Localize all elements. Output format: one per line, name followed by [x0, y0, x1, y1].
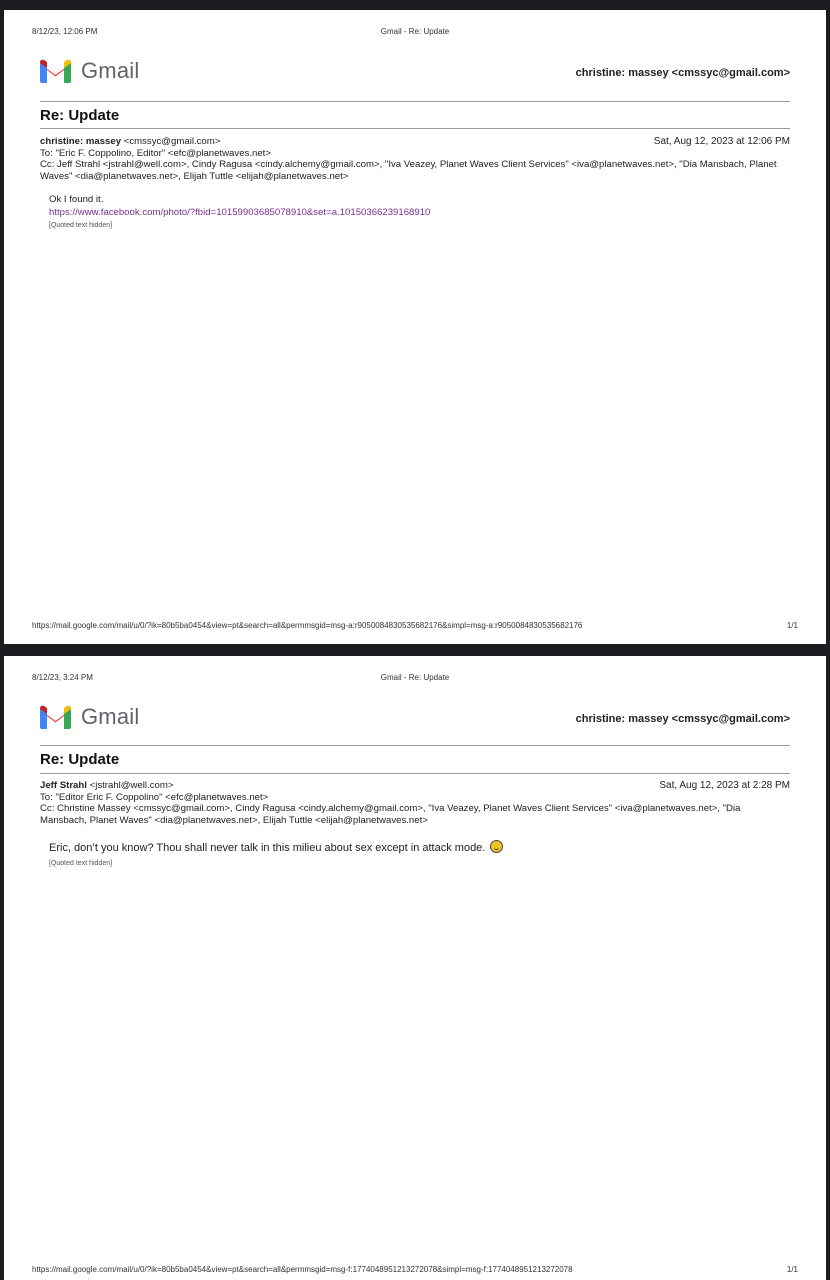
email-subject: Re: Update — [40, 751, 120, 768]
gmail-logo — [40, 704, 139, 730]
message-body — [40, 194, 790, 232]
gmail-m-icon — [40, 59, 71, 83]
gmail-m-icon — [40, 705, 71, 729]
footer-url: https://mail.google.com/mail/u/0/?ik=80b5ba0454&view=pt&search=all&permmsgid=msg-f:1774048951213272078&simpl=msg-f:1774048951213272078 — [32, 1265, 573, 1274]
divider — [40, 773, 790, 774]
from-row — [40, 136, 790, 148]
message-body — [40, 840, 790, 869]
to-line: To: "Editor Eric F. Coppolino" <efc@planetwaves.net> — [40, 791, 269, 803]
sent-date: Sat, Aug 12, 2023 at 12:06 PM — [653, 136, 790, 147]
sender — [40, 780, 173, 792]
page-number: 1/1 — [786, 1265, 798, 1274]
divider — [40, 101, 790, 102]
gmail-logo — [40, 58, 139, 84]
page-number: 1/1 — [786, 621, 798, 630]
sent-date: Sat, Aug 12, 2023 at 2:28 PM — [659, 780, 790, 791]
account-name: christine: massey <cmssyc@gmail.com> — [575, 67, 790, 79]
body-text: Ok I found it. — [49, 194, 104, 205]
to-line: To: "Eric F. Coppolino, Editor" <efc@planetwaves.net> — [40, 147, 271, 159]
cc-line: Cc: Christine Massey <cmssyc@gmail.com>, Cindy Ragusa <cindy.alchemy@gmail.com>, "Iva Veazey, Planet Waves Client Services" <iva@planetwaves.net>, "Dia Mansbach, Planet Waves" <dia@planetwaves.net>, Elijah Tuttle <elijah@planetwaves.net> — [40, 803, 741, 826]
body-text-content: Eric, don’t you know? Thou shall never talk in this milieu about sex except in attack mode. — [49, 842, 486, 854]
sender-name: Jeff Strahl — [40, 780, 87, 791]
laughing-emoji-icon — [490, 840, 503, 853]
print-date: 8/12/23, 12:06 PM — [32, 27, 98, 36]
email-message — [40, 780, 790, 869]
email-message — [40, 136, 790, 232]
divider — [40, 128, 790, 129]
body-text — [49, 840, 790, 855]
sender-name: christine: massey — [40, 136, 122, 147]
print-title: Gmail - Re: Update — [380, 27, 450, 36]
quoted-text-hidden[interactable]: [Quoted text hidden] — [49, 222, 113, 229]
sender-email: <cmssyc@gmail.com> — [121, 136, 221, 147]
quoted-text-hidden[interactable]: [Quoted text hidden] — [49, 859, 113, 867]
account-name: christine: massey <cmssyc@gmail.com> — [575, 713, 790, 725]
print-date: 8/12/23, 3:24 PM — [32, 673, 93, 682]
gmail-logo-text: Gmail — [81, 58, 140, 83]
sender-email: <jstrahl@well.com> — [86, 780, 174, 791]
sender — [40, 136, 220, 148]
email-subject: Re: Update — [40, 107, 120, 124]
footer-url: https://mail.google.com/mail/u/0/?ik=80b5ba0454&view=pt&search=all&permmsgid=msg-a:r9050084830535682176&simpl=msg-a:r9050084830535682176 — [32, 621, 583, 630]
print-title: Gmail - Re: Update — [380, 673, 450, 682]
from-row — [40, 780, 790, 792]
facebook-link[interactable]: https://www.facebook.com/photo/?fbid=10159903685078910&set=a.10150366239168910 — [49, 206, 431, 218]
cc-line: Cc: Jeff Strahl <jstrahl@well.com>, Cindy Ragusa <cindy.alchemy@gmail.com>, "Iva Veazey, Planet Waves Client Services" <iva@planetwaves.net>, "Dia Mansbach, Planet Waves" <dia@planetwaves.net>, Elijah Tuttle <elijah@planetwaves.net> — [40, 159, 777, 182]
gmail-logo-text: Gmail — [81, 704, 140, 729]
print-page-2 — [4, 656, 826, 1280]
print-page-1 — [4, 10, 826, 644]
divider — [40, 745, 790, 746]
